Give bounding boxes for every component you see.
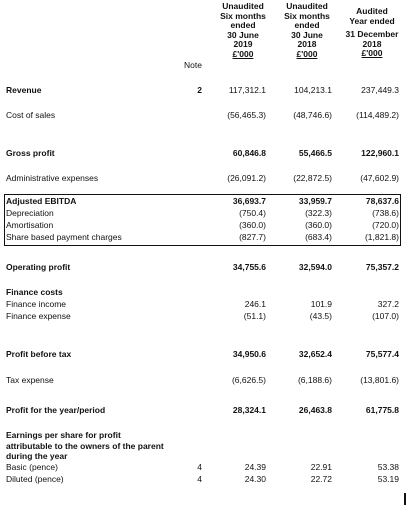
value-2018: 104,213.1 [294, 85, 332, 95]
value-2019: 246.1 [244, 299, 266, 309]
note-header: Note [184, 60, 202, 70]
value-2019: (26,091.2) [227, 173, 266, 183]
value-year: 122,960.1 [361, 148, 399, 158]
header-col1-l2: ended [230, 20, 256, 31]
row-profit-for-period [0, 404, 410, 416]
row-tax-expense [0, 374, 410, 386]
header-col1-l5: £'000 [232, 48, 254, 59]
value-2018: 32,594.0 [298, 262, 332, 272]
row-label: Adjusted EBITDA [6, 196, 77, 206]
row-profit-before-tax [0, 348, 410, 360]
header-col-2019 [208, 2, 278, 60]
value-year: (13,801.6) [360, 375, 399, 385]
value-2019: 34,755.6 [232, 262, 266, 272]
value-2019: 36,693.7 [232, 196, 266, 206]
header-col1-l4: 2019 [233, 39, 253, 50]
row-eps-diluted [0, 473, 410, 485]
row-label: Administrative expenses [6, 173, 99, 183]
header-col3-l3: 2018 [362, 38, 382, 49]
header-col2-l0: Unaudited [286, 1, 328, 11]
row-label: Gross profit [6, 148, 55, 158]
value-2018: (322.3) [305, 208, 332, 218]
row-label: Diluted (pence) [6, 474, 64, 484]
row-amortisation [0, 219, 410, 231]
value-2018: (22,872.5) [293, 173, 332, 183]
row-note: 2 [197, 85, 202, 95]
value-year: (720.0) [372, 220, 399, 230]
value-2018: 32,652.4 [298, 349, 332, 359]
value-2019: (360.0) [239, 220, 266, 230]
value-2019: 28,324.1 [232, 405, 266, 415]
header-col2-l3: 30 June [291, 29, 323, 40]
value-year: (1,821.8) [364, 232, 399, 242]
value-2018: 22.72 [310, 474, 332, 484]
header-col3-l4: £'000 [361, 48, 383, 59]
value-2018: (360.0) [305, 220, 332, 230]
eps-heading-line-2: attributable to the owners of the parent [6, 440, 164, 451]
row-note: 4 [197, 474, 202, 484]
row-eps-basic [0, 461, 410, 473]
value-2019: (750.4) [239, 208, 266, 218]
header-col3-l2: 31 December [345, 29, 399, 40]
header-col1-l1: Six months [220, 10, 266, 21]
header-col-2018 [272, 2, 342, 60]
value-2019: 60,846.8 [232, 148, 266, 158]
value-2019: 24.39 [244, 462, 266, 472]
row-label: Profit before tax [6, 349, 72, 359]
value-year: 53.38 [377, 462, 399, 472]
value-year: (114,489.2) [356, 110, 399, 120]
row-label: Revenue [6, 85, 42, 95]
value-year: 327.2 [377, 299, 399, 309]
row-label: Operating profit [6, 262, 71, 272]
row-revenue [0, 84, 410, 96]
row-label: Finance expense [6, 311, 71, 321]
row-label: Amortisation [6, 220, 54, 230]
row-label: Basic (pence) [6, 462, 58, 472]
header-col-year [336, 7, 408, 59]
row-finance-expense [0, 310, 410, 322]
header-col2-l2: ended [294, 20, 320, 31]
value-year: (47,602.9) [360, 173, 399, 183]
row-share-based-payment [0, 231, 410, 243]
value-2019: (6,626.5) [231, 375, 266, 385]
value-year: 78,637.6 [365, 196, 399, 206]
header-col1-l3: 30 June [227, 29, 259, 40]
value-year: 75,357.2 [365, 262, 399, 272]
value-2019: (827.7) [239, 232, 266, 242]
row-label: Profit for the year/period [6, 405, 106, 415]
value-year: 53.19 [377, 474, 399, 484]
row-cost-of-sales [0, 109, 410, 121]
header-col3-l0: Audited [356, 6, 388, 16]
value-2018: 33,959.7 [298, 196, 332, 206]
value-2018: (683.4) [305, 232, 332, 242]
value-year: 75,577.4 [365, 349, 399, 359]
header-col2-l1: Six months [284, 10, 330, 21]
value-2018: 55,466.5 [298, 148, 332, 158]
row-label: Tax expense [6, 375, 54, 385]
header-col1-l0: Unaudited [222, 1, 264, 11]
value-year: 61,775.8 [365, 405, 399, 415]
value-2019: 34,950.6 [232, 349, 266, 359]
row-note: 4 [197, 462, 202, 472]
header-col3-l1: Year ended [349, 15, 395, 26]
value-2019: (51.1) [243, 311, 266, 321]
row-gross-profit [0, 147, 410, 159]
value-year: 237,449.3 [361, 85, 399, 95]
value-2018: (48,746.6) [293, 110, 332, 120]
eps-heading-line-3: during the year [6, 451, 68, 461]
value-year: (738.6) [372, 208, 399, 218]
value-2018: (6,188.6) [297, 375, 332, 385]
header-col2-l4: 2018 [297, 39, 317, 50]
row-label: Finance income [6, 299, 67, 309]
value-2018: 22.91 [310, 462, 332, 472]
value-2018: 26,463.8 [298, 405, 332, 415]
value-2018: 101.9 [310, 299, 332, 309]
header-col2-l5: £'000 [296, 48, 318, 59]
row-operating-profit [0, 261, 410, 273]
value-2019: (56,465.3) [227, 110, 266, 120]
value-year: (107.0) [372, 311, 399, 321]
row-depreciation [0, 207, 410, 219]
row-label: Depreciation [6, 208, 54, 218]
row-label: Share based payment charges [6, 232, 122, 242]
value-2019: 117,312.1 [228, 85, 266, 95]
row-finance-income [0, 298, 410, 310]
row-adjusted-ebitda [0, 195, 410, 207]
text-cursor [404, 493, 406, 505]
row-finance-costs-heading [0, 286, 410, 298]
value-2019: 24.30 [244, 474, 266, 484]
row-label: Finance costs [6, 287, 63, 297]
row-label: Cost of sales [6, 110, 56, 120]
eps-heading [6, 430, 164, 462]
eps-heading-line-1: Earnings per share for profit [6, 430, 121, 440]
row-admin-expenses [0, 172, 410, 184]
value-2018: (43.5) [309, 311, 332, 321]
